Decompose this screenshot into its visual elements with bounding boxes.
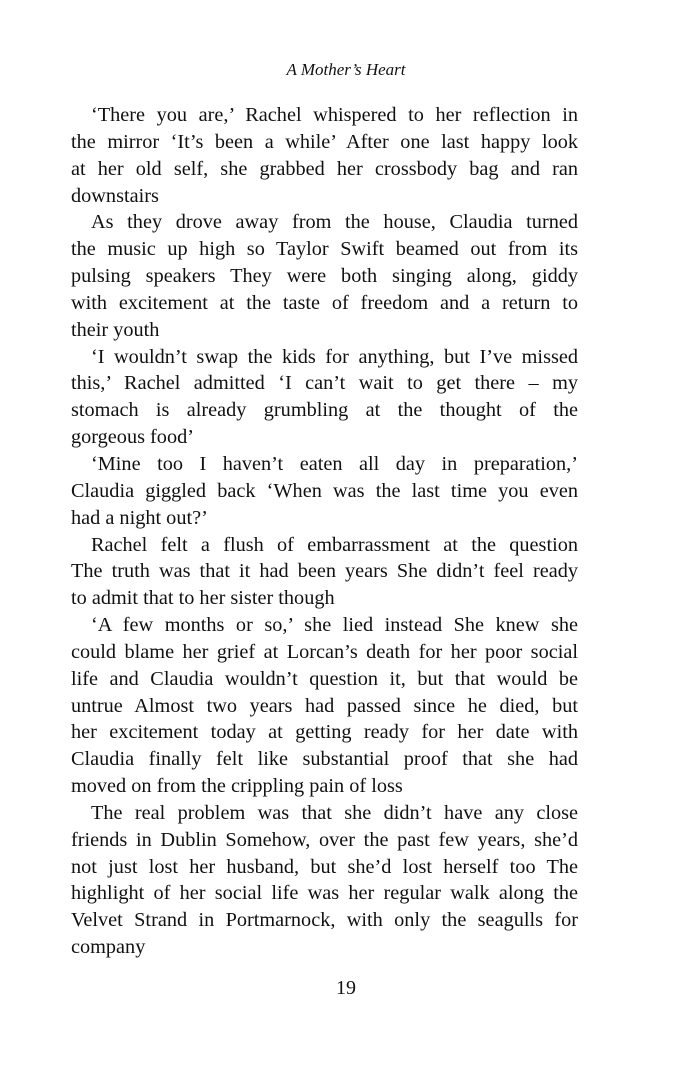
text-line: The real problem was that she didn’t have any close <box>91 801 578 824</box>
body-text <box>71 102 578 961</box>
text-line: this,’ Rachel admitted ‘I can’t wait to get there – my <box>71 372 578 395</box>
text-line: had a night out?’ <box>71 506 208 529</box>
paragraph <box>71 532 578 613</box>
text-line: The truth was that it had been years She didn’t feel ready <box>71 560 578 583</box>
text-line: the music up high so Taylor Swift beamed out from its <box>71 238 578 261</box>
text-line: her excitement today at getting ready for her date with <box>71 721 578 744</box>
text-line: Velvet Strand in Portmarnock, with only the seagulls for <box>71 909 578 932</box>
text-line: ‘Mine too I haven’t eaten all day in preparation,’ <box>91 452 578 475</box>
text-line: the mirror ‘It’s been a while’ After one last happy look <box>71 130 578 153</box>
text-line: moved on from the crippling pain of loss <box>71 775 403 798</box>
text-line: at her old self, she grabbed her crossbody bag and ran <box>71 157 578 180</box>
paragraph <box>71 800 578 961</box>
paragraph <box>71 209 578 343</box>
text-line: with excitement at the taste of freedom and a return to <box>71 291 578 314</box>
paragraph <box>71 451 578 532</box>
text-line: downstairs <box>71 184 159 207</box>
paragraph <box>71 344 578 451</box>
text-line: Claudia giggled back ‘When was the last time you even <box>71 479 578 502</box>
text-line: life and Claudia wouldn’t question it, but that would be <box>71 667 578 690</box>
running-head: A Mother’s Heart <box>286 60 406 79</box>
text-line: pulsing speakers They were both singing along, giddy <box>71 265 578 288</box>
paragraph <box>71 612 578 800</box>
text-line: Rachel felt a flush of embarrassment at the question <box>91 533 578 556</box>
text-line: to admit that to her sister though <box>71 587 335 610</box>
text-line: gorgeous food’ <box>71 426 194 449</box>
text-line: stomach is already grumbling at the thought of the <box>71 399 578 422</box>
text-line: their youth <box>71 318 160 341</box>
text-line: untrue Almost two years had passed since he died, but <box>71 694 578 717</box>
text-line: friends in Dublin Somehow, over the past few years, she’d <box>71 828 578 851</box>
text-line: ‘A few months or so,’ she lied instead She knew she <box>91 614 578 637</box>
text-line: As they drove away from the house, Claudia turned <box>91 211 578 234</box>
text-line: company <box>71 936 146 959</box>
paragraph <box>71 102 578 209</box>
text-line: Claudia finally felt like substantial proof that she had <box>71 748 578 771</box>
text-line: highlight of her social life was her regular walk along the <box>71 882 578 905</box>
page-number: 19 <box>336 977 356 999</box>
text-line: ‘I wouldn’t swap the kids for anything, but I’ve missed <box>91 345 578 368</box>
text-line: could blame her grief at Lorcan’s death for her poor social <box>71 640 578 663</box>
text-line: ‘There you are,’ Rachel whispered to her reflection in <box>91 104 578 126</box>
text-line: not just lost her husband, but she’d lost herself too The <box>71 855 578 878</box>
